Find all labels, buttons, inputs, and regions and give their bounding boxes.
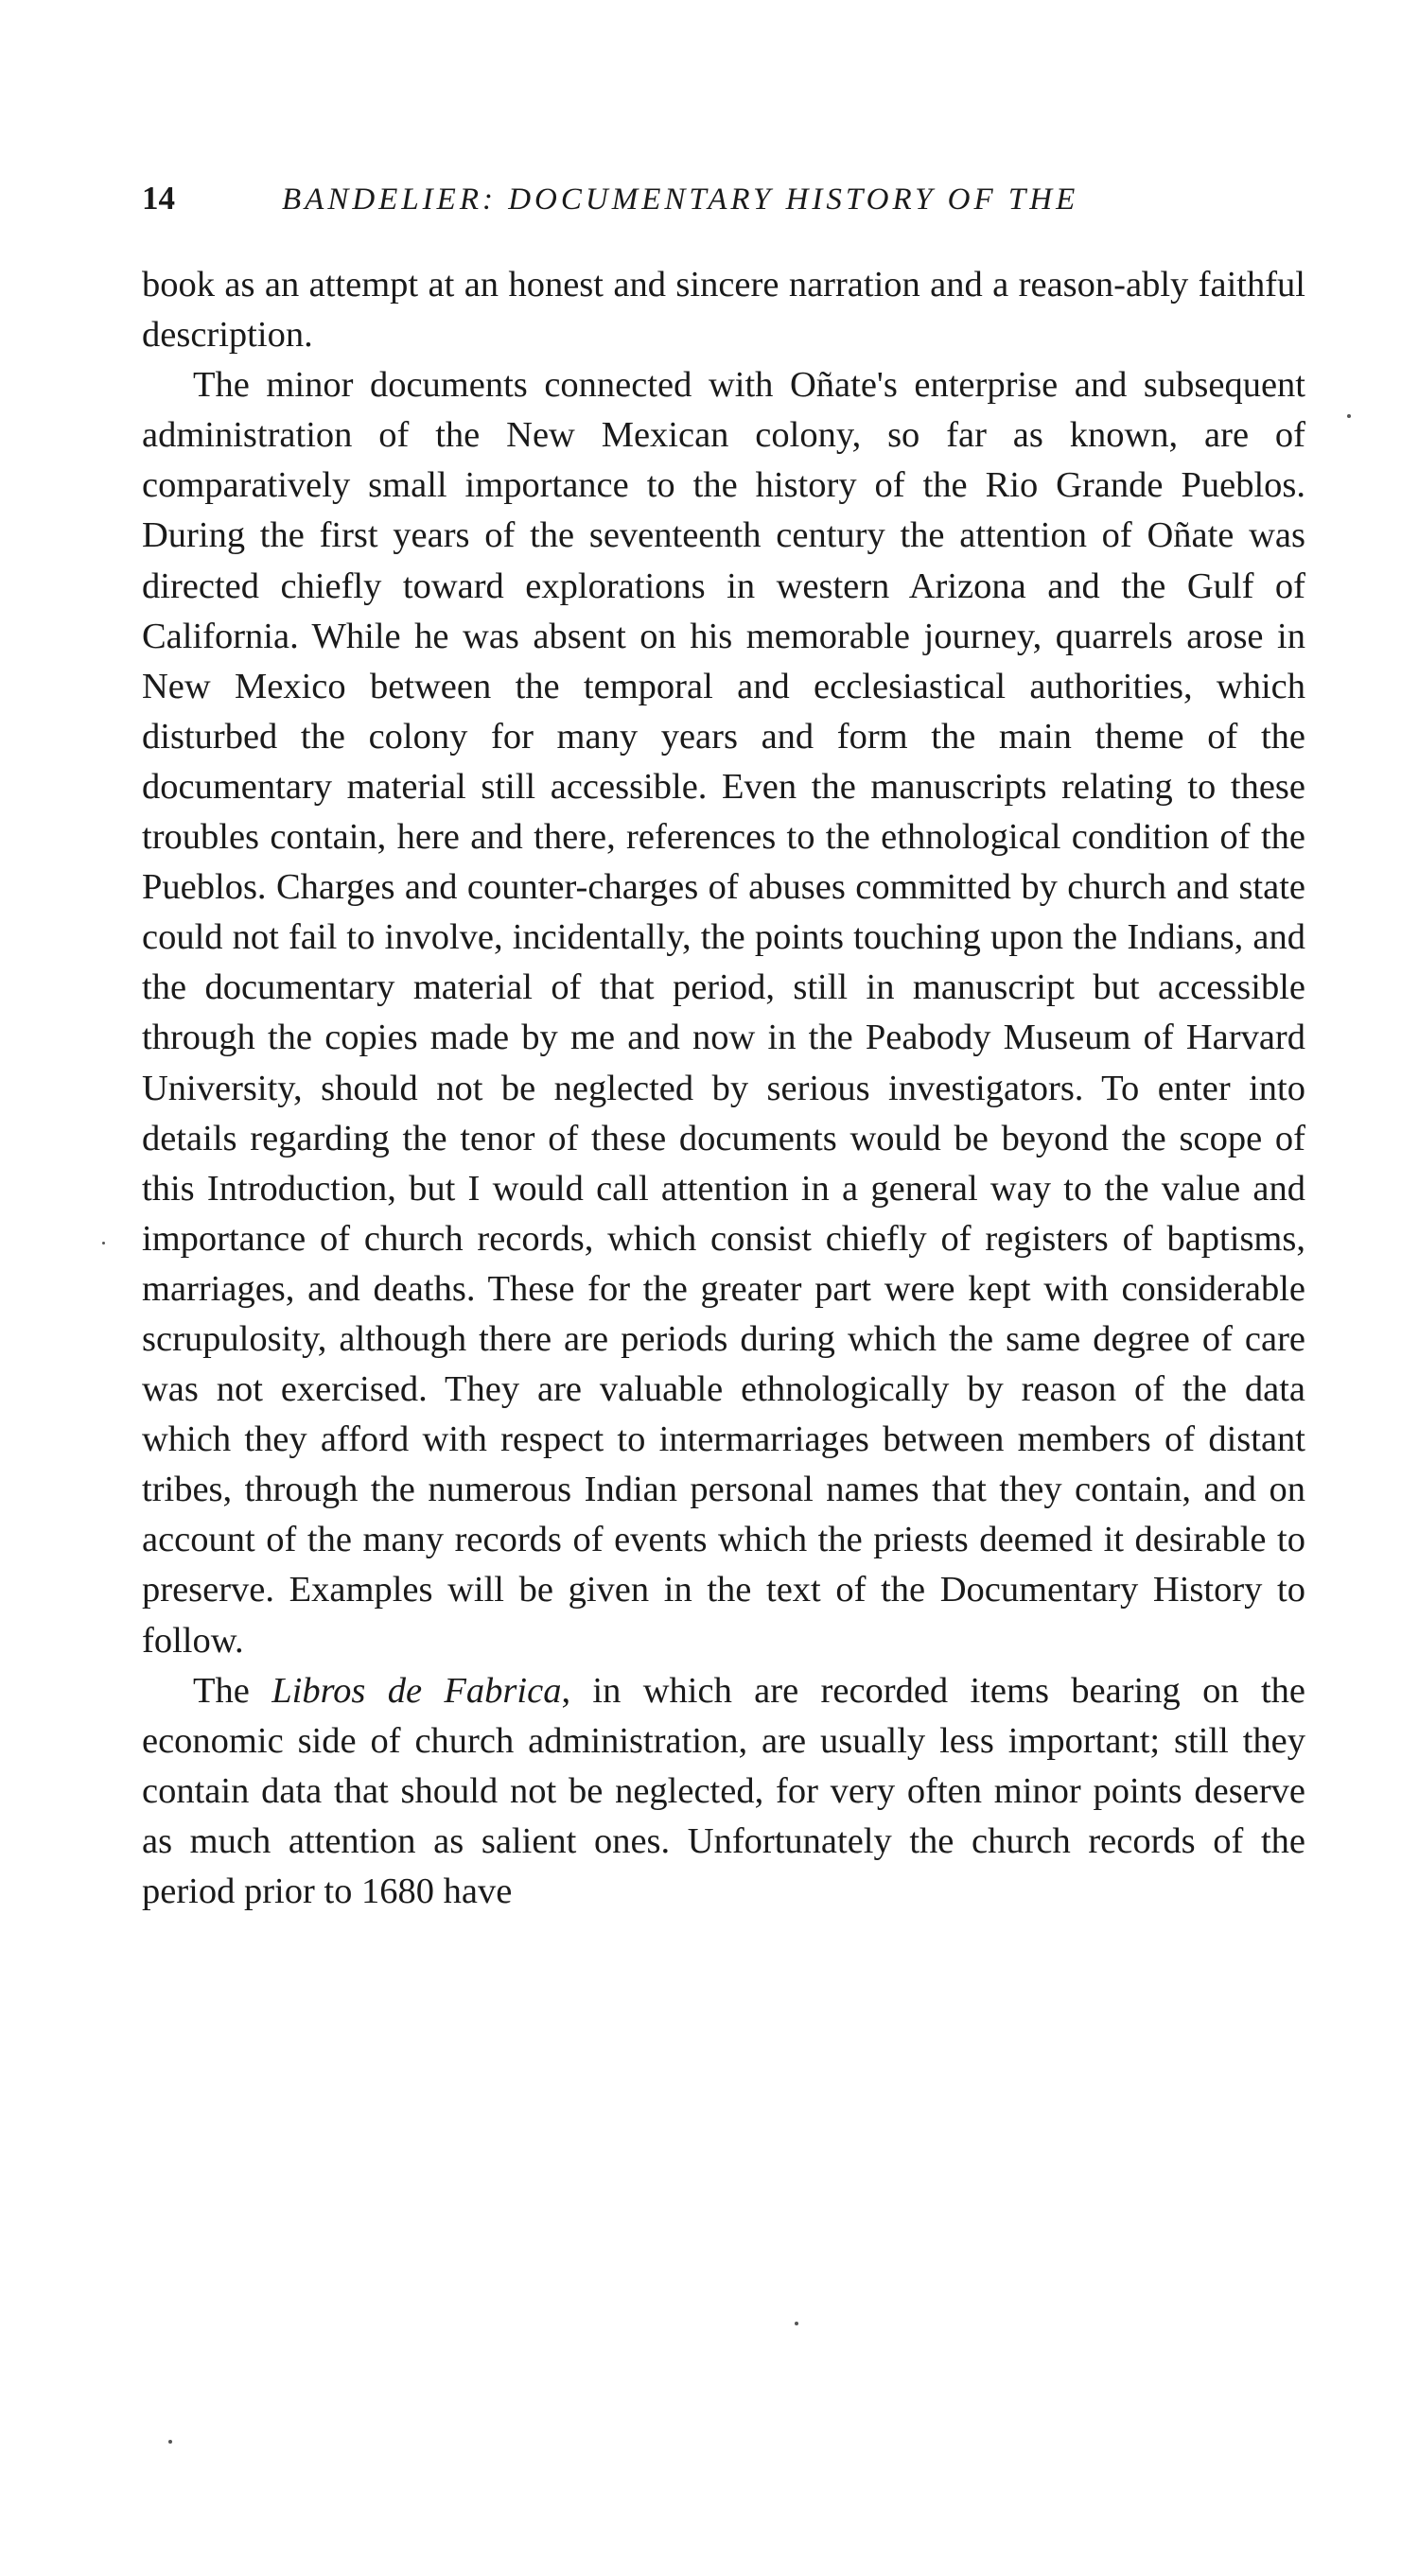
scan-speck [1347, 414, 1351, 418]
running-title: BANDELIER: DOCUMENTARY HISTORY OF THE [282, 183, 1079, 217]
scan-speck [102, 1242, 105, 1244]
paragraph-1: book as an attempt at an honest and sincere narration and a reason-ably faithful description. [142, 265, 1305, 356]
italic-title-libros-de-fabrica: Libros de Fabrica [271, 1670, 562, 1711]
body-text [142, 260, 1305, 1917]
scan-speck [168, 2440, 172, 2444]
book-page [142, 180, 1305, 1917]
paragraph-3-text: , in which are recorded items bearing on the economic side of church administration, are usually less important; still they contain data that should not be neglected, for very often minor points deserve as much attention as salient ones. Unfortunately the church records of the period prior to 1680 have [142, 1670, 1305, 1911]
running-head [142, 180, 1305, 218]
page-number: 14 [142, 180, 175, 217]
scan-speck [795, 2322, 798, 2325]
paragraph-3 [142, 1666, 1305, 1917]
paragraph-2: The minor documents connected with Oñate's enterprise and subsequent administration of the New Mexican colony, so far as known, are of comparatively small importance to the history of the Rio Grande Pueblos. During the first years of the seventeenth century the attention of Oñate was directed chiefly toward explorations in western Arizona and the Gulf of California. While he was absent on his memorable journey, quarrels arose in New Mexico between the temporal and ecclesiastical authorities, which disturbed the colony for many years and form the main theme of the documentary material still accessible. Even the manuscripts relating to these troubles contain, here and there, references to the ethnological condition of the Pueblos. Charges and counter-charges of abuses committed by church and state could not fail to involve, incidentally, the points touching upon the Indians, and the documentary material of that period, still in manuscript but accessible through the copies made by me and now in the Peabody Museum of Harvard University, should not be neglected by serious investigators. To enter into details regarding the tenor of these documents would be beyond the scope of this Introduction, but I would call attention in a general way to the value and importance of church records, which consist chiefly of registers of baptisms, marriages, and deaths. These for the greater part were kept with considerable scrupulosity, although there are periods during which the same degree of care was not exercised. They are valuable ethnologically by reason of the data which they afford with respect to intermarriages between members of distant tribes, through the numerous Indian personal names that they contain, and on account of the many records of events which the priests deemed it desirable to preserve. Examples will be given in the text of the Documentary History to follow. [142, 365, 1305, 1661]
paragraph-3-lead: The [193, 1670, 272, 1711]
